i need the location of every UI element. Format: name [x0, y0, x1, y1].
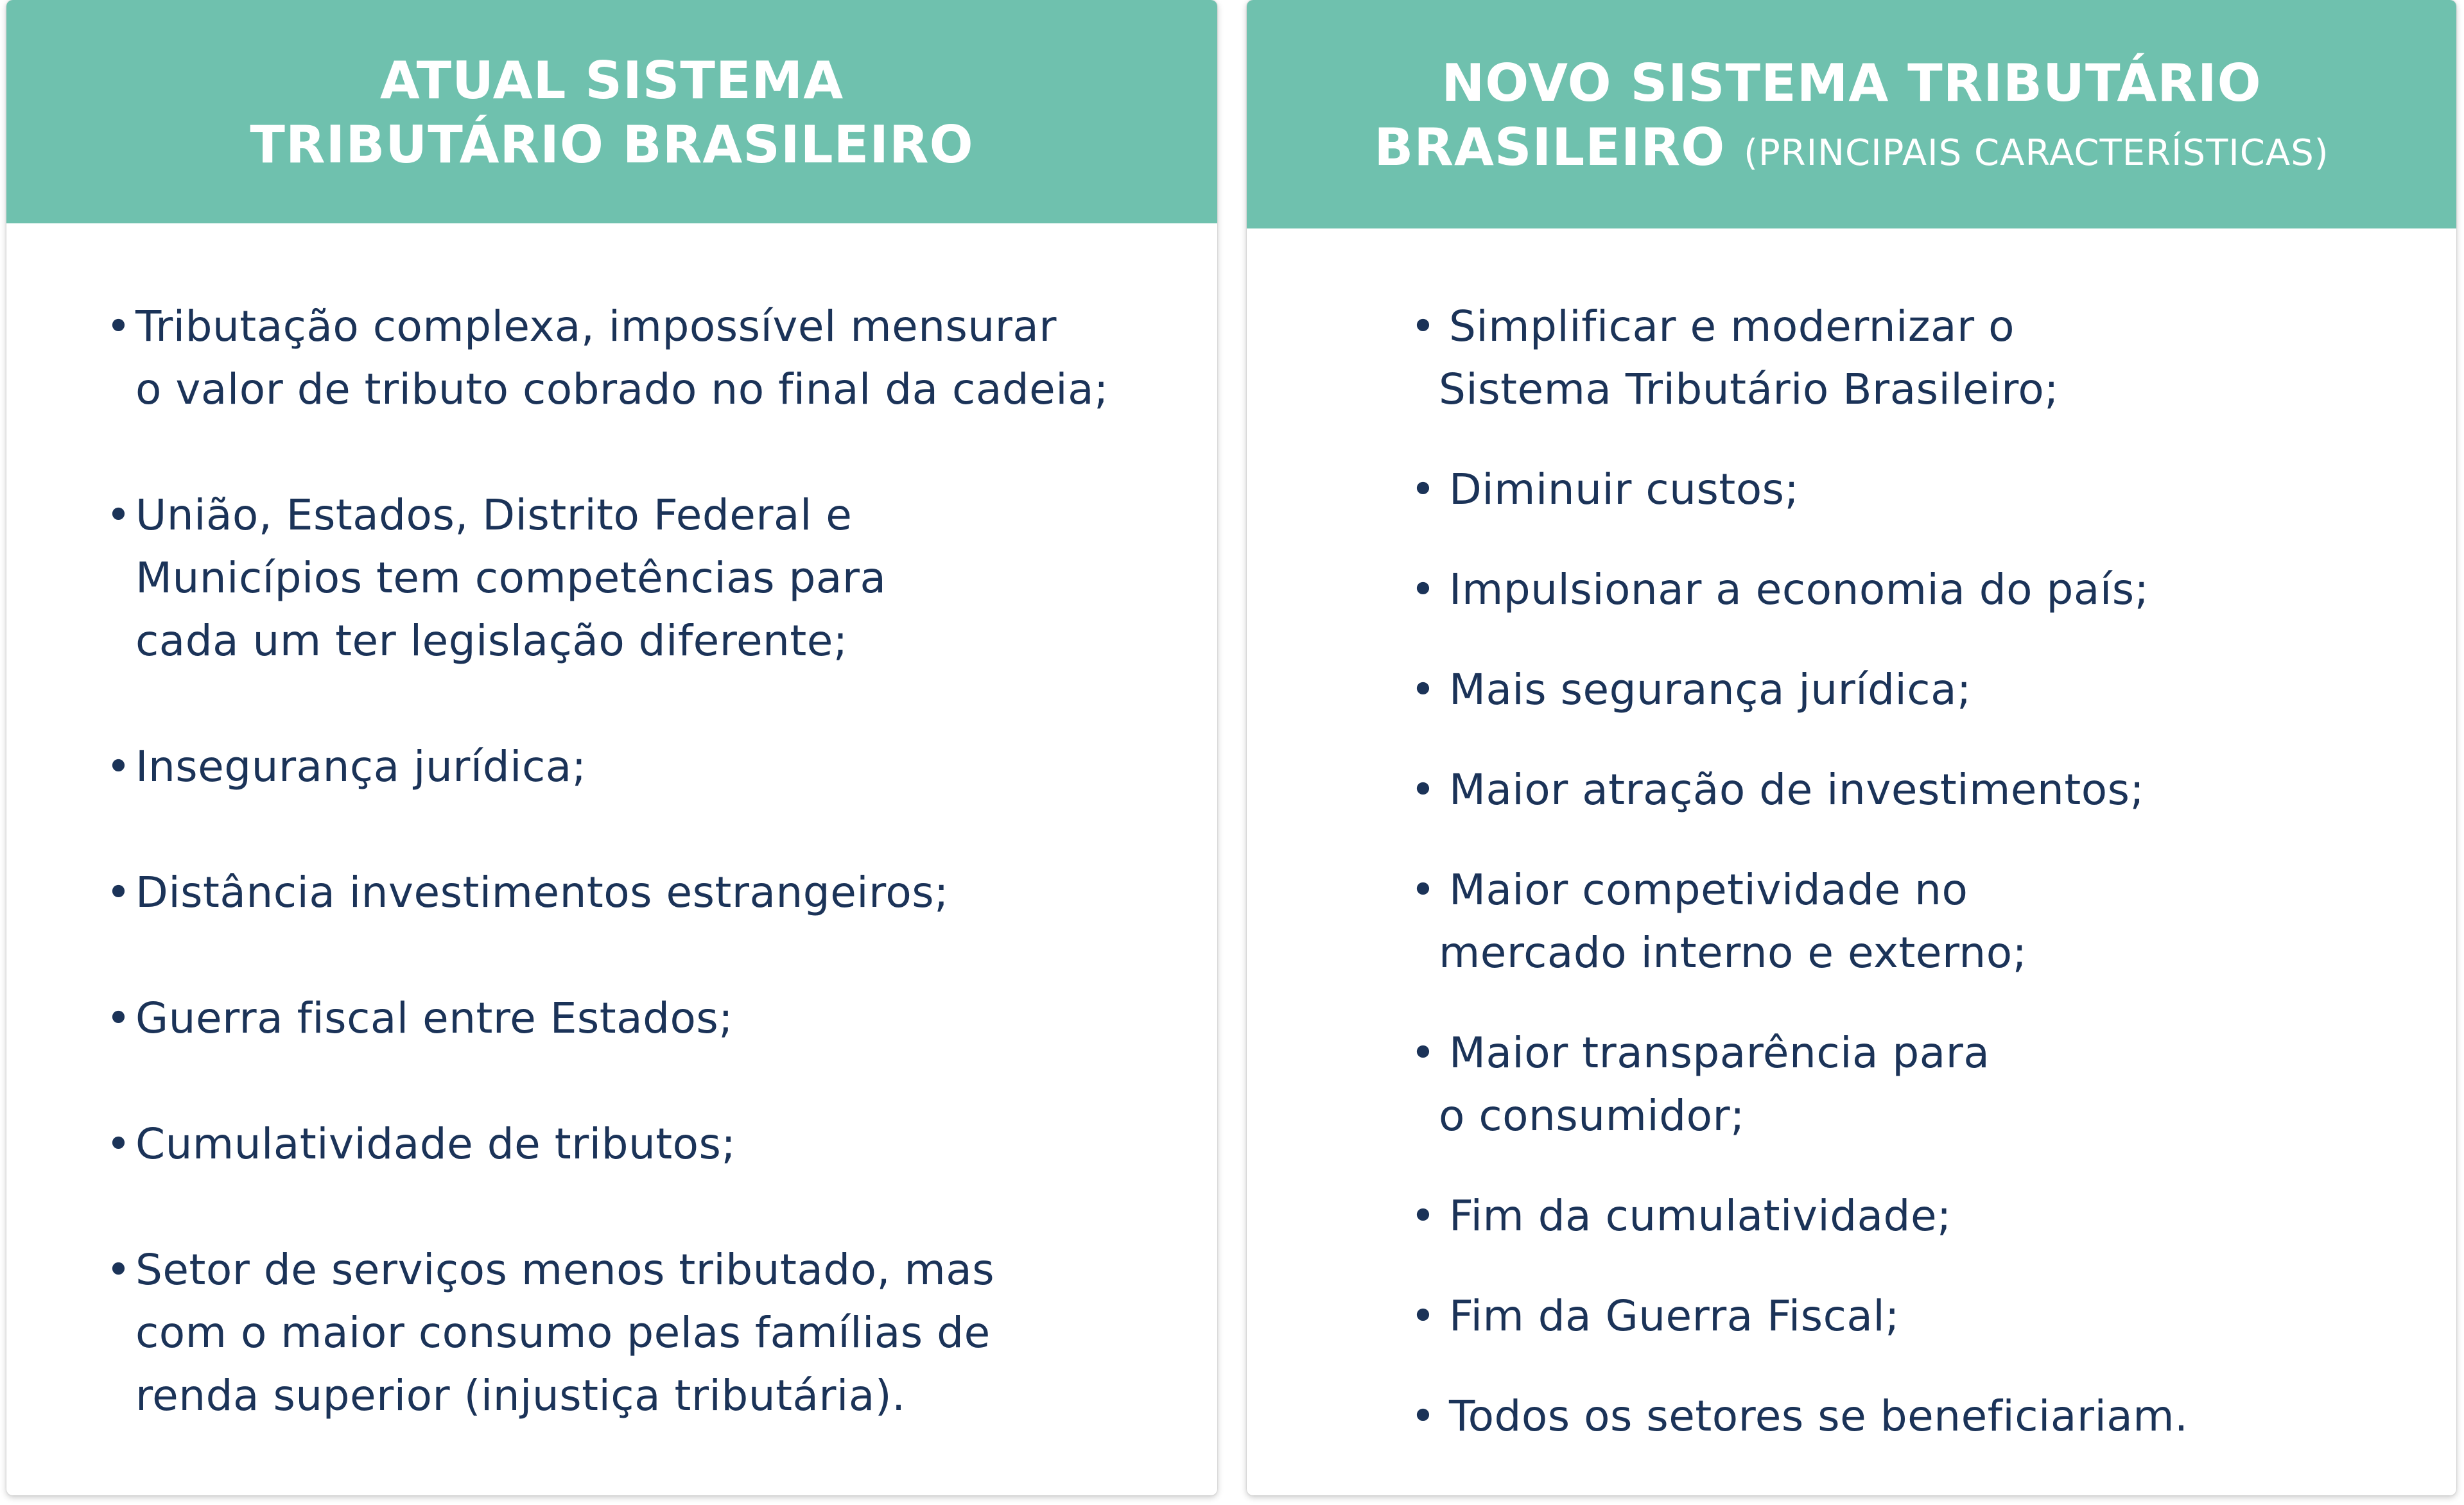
list-item-line: União, Estados, Distrito Federal e	[135, 490, 853, 540]
list-item-text	[135, 1239, 1197, 1427]
bullet-icon: •	[106, 1119, 132, 1169]
bullet-icon: •	[1410, 1028, 1436, 1078]
list-item-text	[1439, 295, 2438, 421]
list-item-line: Municípios tem competências para	[135, 553, 887, 603]
list-item	[1410, 1385, 2438, 1448]
new-system-title-subtitle: (PRINCIPAIS CARACTERÍSTICAS)	[1744, 132, 2329, 174]
list-item-line: Guerra fiscal entre Estados;	[135, 993, 734, 1043]
new-system-card	[1247, 0, 2456, 1495]
list-item-line: com o maior consumo pelas famílias de	[135, 1308, 991, 1357]
list-item-line: Maior competividade no	[1449, 865, 1968, 915]
list-item-text	[1439, 1022, 2438, 1148]
list-item-text	[1449, 1285, 2438, 1348]
current-system-list	[106, 295, 1197, 1427]
new-system-header	[1247, 0, 2456, 228]
bullet-icon: •	[1410, 1191, 1436, 1241]
new-system-list	[1410, 295, 2438, 1448]
list-item-line: mercado interno e externo;	[1439, 928, 2027, 977]
list-item-line: Cumulatividade de tributos;	[135, 1119, 736, 1169]
list-item-line: o valor de tributo cobrado no final da cadeia;	[135, 365, 1109, 414]
list-item-text	[1449, 759, 2438, 821]
current-system-card	[6, 0, 1217, 1495]
list-item-line: Fim da cumulatividade;	[1449, 1191, 1952, 1241]
list-item	[106, 1239, 1197, 1427]
list-item-line: o consumidor;	[1439, 1091, 1745, 1140]
current-system-title-line1: ATUAL SISTEMA	[379, 51, 844, 110]
list-item-line: Distância investimentos estrangeiros;	[135, 868, 949, 917]
list-item	[1410, 859, 2438, 985]
list-item-line: Insegurança jurídica;	[135, 742, 587, 791]
list-item-text	[1449, 558, 2438, 621]
list-item-text	[1449, 1385, 2438, 1448]
list-item	[1410, 1285, 2438, 1348]
list-item-line: Tributação complexa, impossível mensurar	[135, 302, 1057, 351]
list-item-text	[135, 484, 1197, 673]
list-item	[106, 295, 1197, 421]
list-item	[106, 735, 1197, 798]
bullet-icon: •	[106, 993, 132, 1043]
list-item	[1410, 759, 2438, 821]
list-item-text	[135, 735, 1197, 798]
current-system-header	[6, 0, 1217, 223]
bullet-icon: •	[1410, 1391, 1436, 1441]
list-item	[106, 1113, 1197, 1176]
list-item-text	[1449, 658, 2438, 721]
list-item-line: renda superior (injustiça tributária).	[135, 1371, 906, 1420]
bullet-icon: •	[1410, 1291, 1436, 1341]
list-item	[106, 861, 1197, 924]
bullet-icon: •	[1410, 565, 1436, 614]
bullet-icon: •	[1410, 765, 1436, 814]
bullet-icon: •	[1410, 865, 1436, 915]
bullet-icon: •	[106, 302, 132, 351]
list-item-line: Fim da Guerra Fiscal;	[1449, 1291, 1900, 1341]
bullet-icon: •	[1410, 465, 1436, 514]
list-item-line: Maior atração de investimentos;	[1449, 765, 2145, 814]
new-system-title-bold: BRASILEIRO	[1374, 117, 1726, 177]
new-system-title-line2	[1374, 116, 2329, 185]
list-item-line: cada um ter legislação diferente;	[135, 616, 848, 666]
list-item-line: Sistema Tributário Brasileiro;	[1439, 365, 2059, 414]
list-item-text	[135, 295, 1197, 421]
list-item	[1410, 558, 2438, 621]
current-system-title-line2: TRIBUTÁRIO BRASILEIRO	[250, 115, 974, 175]
new-system-title-line1: NOVO SISTEMA TRIBUTÁRIO	[1441, 53, 2262, 113]
list-item	[1410, 658, 2438, 721]
list-item-line: Mais segurança jurídica;	[1449, 665, 1972, 714]
list-item	[106, 484, 1197, 673]
list-item-line: Simplificar e modernizar o	[1449, 302, 2015, 351]
list-item-text	[1449, 458, 2438, 521]
list-item-line: Setor de serviços menos tributado, mas	[135, 1245, 995, 1294]
bullet-icon: •	[106, 742, 132, 791]
list-item-text	[135, 861, 1197, 924]
list-item-line: Diminuir custos;	[1449, 465, 1800, 514]
bullet-icon: •	[1410, 302, 1436, 351]
list-item-text	[135, 1113, 1197, 1176]
list-item-text	[135, 987, 1197, 1050]
list-item	[106, 987, 1197, 1050]
list-item-line: Impulsionar a economia do país;	[1449, 565, 2149, 614]
list-item	[1410, 295, 2438, 421]
bullet-icon: •	[106, 1245, 132, 1294]
bullet-icon: •	[106, 490, 132, 540]
list-item-text	[1449, 1185, 2438, 1248]
bullet-icon: •	[106, 868, 132, 917]
list-item-line: Maior transparência para	[1449, 1028, 1990, 1078]
list-item	[1410, 458, 2438, 521]
list-item-text	[1439, 859, 2438, 985]
list-item-line: Todos os setores se beneficiariam.	[1449, 1391, 2189, 1441]
list-item	[1410, 1185, 2438, 1248]
bullet-icon: •	[1410, 665, 1436, 714]
list-item	[1410, 1022, 2438, 1148]
